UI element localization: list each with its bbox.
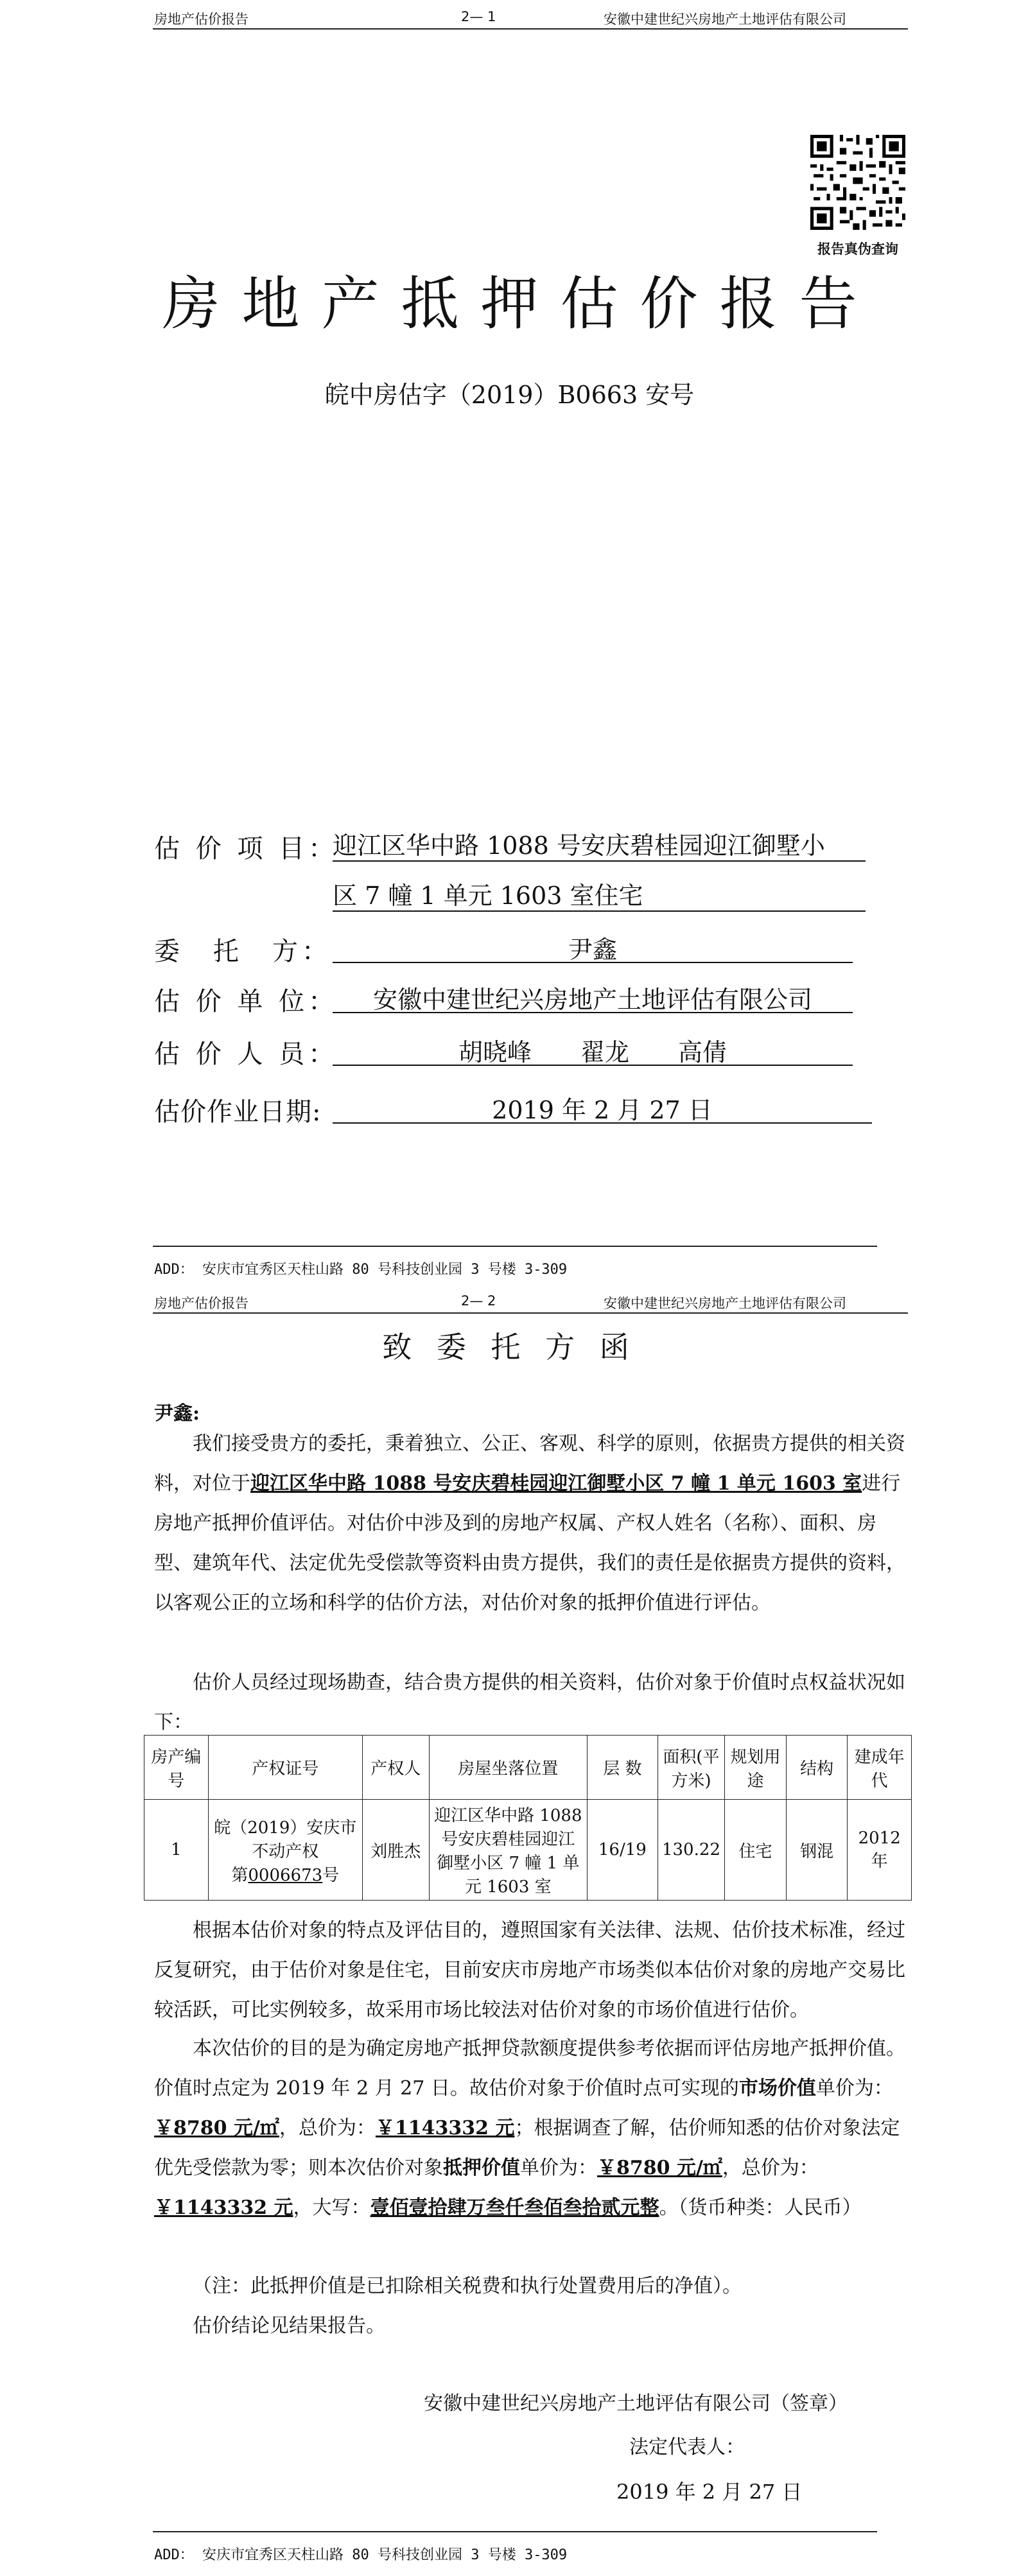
sign-company: 安徽中建世纪兴房地产土地评估有限公司（签章） — [424, 2392, 848, 2415]
th-location: 房屋坐落位置 — [429, 1736, 587, 1800]
page2-footer-rule — [153, 2531, 877, 2532]
page1-footer-rule — [153, 1246, 877, 1247]
page2-header-right: 安徽中建世纪兴房地产土地评估有限公司 — [604, 1296, 846, 1311]
field-label-appraisers: 估 价 人 员： — [154, 1040, 338, 1069]
th-use: 规划用途 — [725, 1736, 787, 1800]
paragraph-1 — [154, 1424, 907, 1623]
p4-text-b: 单价为： — [815, 2077, 893, 2100]
qr-caption: 报告真伪查询 — [817, 241, 898, 257]
p4-text-a: 本次估价的目的是为确定房地产抵押贷款额度提供参考依据而评估房地产抵押价值。价值时点定为 2019 年 2 月 27 日。故估价对象于价值时点可实现的 — [154, 2037, 905, 2100]
paragraph-3: 根据本估价对象的特点及评估目的，遵照国家有关法律、法规、估价技术标准，经过反复研究，由于估价对象是住宅，目前安庆市房地产市场类似本估价对象的房地产交易比较活跃，可比实例较多，故采用市场比较法对估价对象的市场价值进行估价。 — [154, 1919, 905, 2021]
page2-footer-address: ADD： 安庆市宜秀区天柱山路 80 号科技创业园 3 号楼 3-309 — [154, 2547, 568, 2563]
salutation: 尹鑫: — [154, 1402, 200, 1425]
p4-mortgage-total: ￥1143332 元 — [154, 2197, 293, 2219]
th-owner: 产权人 — [362, 1736, 429, 1800]
qr-code-icon — [810, 135, 905, 230]
td-cert-number: 0006673 — [248, 1865, 323, 1885]
field-value-appraisers: 胡晓峰 翟龙 高倩 — [333, 1032, 853, 1066]
td-cert-line2: 不动产权 — [252, 1841, 319, 1861]
page1-header-page: 2— 1 — [461, 9, 496, 24]
td-location: 迎江区华中路 1088 号安庆碧桂园迎江御墅小区 7 幢 1 单元 1603 室 — [429, 1800, 587, 1901]
td-cert-suffix: 号 — [322, 1865, 340, 1885]
table-header-row — [144, 1736, 912, 1800]
th-year: 建成年代 — [848, 1736, 912, 1800]
p4-mortgage-value-label: 抵押价值 — [443, 2157, 520, 2179]
field-label-unit: 估 价 单 位： — [154, 987, 338, 1016]
page1-footer-address: ADD： 安庆市宜秀区天柱山路 80 号科技创业园 3 号楼 3-309 — [154, 1262, 568, 1278]
p4-text-f: ，总价为： — [722, 2157, 819, 2179]
td-no: 1 — [144, 1800, 209, 1901]
th-area: 面积(平方米) — [658, 1736, 725, 1800]
p4-text-d: ；根据调查了解，估价师知悉的估价对象法定优先受偿款为零；则本次估价对象 — [154, 2117, 900, 2179]
p4-amount-in-words: 壹佰壹拾肆万叁仟叁佰叁拾贰元整 — [370, 2197, 659, 2219]
td-cert-line1: 皖（2019）安庆市 — [214, 1818, 357, 1838]
p4-market-unit-price: ￥8780 元/㎡ — [154, 2117, 279, 2139]
th-structure: 结构 — [786, 1736, 848, 1800]
page2-header-rule — [153, 1312, 908, 1314]
sign-date: 2019 年 2 月 27 日 — [616, 2480, 803, 2504]
field-value-date: 2019 年 2 月 27 日 — [333, 1090, 872, 1124]
p1-intro: 我们接受贵方的委托，秉着独立、公正、客观、科学的原则，依据贵方提供的相关资料，对位于 — [154, 1432, 905, 1495]
td-use: 住宅 — [725, 1800, 787, 1901]
report-title: 房地产抵押估价报告 — [162, 270, 879, 338]
letter-title: 致 委 托 方 函 — [382, 1330, 637, 1364]
report-number: 皖中房估字（2019）B0663 安号 — [324, 381, 695, 409]
td-cert-prefix: 第 — [231, 1865, 248, 1885]
field-label-project: 估 价 项 目： — [154, 834, 338, 864]
field-label-client: 委 托 方： — [154, 937, 331, 966]
field-value-project-line2: 区 7 幢 1 单元 1603 室住宅 — [333, 876, 866, 912]
field-value-unit: 安徽中建世纪兴房地产土地评估有限公司 — [333, 980, 853, 1013]
p4-text-c: ，总价为： — [279, 2117, 376, 2139]
td-floors: 16/19 — [588, 1800, 658, 1901]
p4-market-value-label: 市场价值 — [738, 2077, 816, 2100]
paragraph-2: 估价人员经过现场勘查，结合贵方提供的相关资料，估价对象于价值时点权益状况如下： — [154, 1671, 905, 1734]
td-area: 130.22 — [658, 1800, 725, 1901]
page1-header-rule — [153, 28, 908, 30]
p1-rest: 进行房地产抵押价值评估。对估价中涉及到的房地产权属、产权人姓名（名称）、面积、房型、建筑年代、法定优先受偿款等资料由贵方提供，我们的责任是依据贵方提供的资料，以客观公正的立场和科学的估价方法，对估价对象的抵押价值进行评估。 — [154, 1472, 905, 1614]
td-year: 2012 年 — [848, 1800, 912, 1901]
page2-header-page: 2— 2 — [461, 1293, 496, 1309]
td-owner: 刘胜杰 — [362, 1800, 429, 1901]
td-structure: 钢混 — [786, 1800, 848, 1901]
sign-representative: 法定代表人： — [629, 2436, 745, 2459]
p4-mortgage-unit-price: ￥8780 元/㎡ — [597, 2157, 722, 2179]
note: （注：此抵押价值是已扣除相关税费和执行处置费用后的净值）。 — [193, 2275, 742, 2297]
p4-text-h: 。（货币种类：人民币） — [659, 2197, 862, 2219]
th-floors: 层 数 — [588, 1736, 658, 1800]
paragraph-4 — [154, 2029, 907, 2228]
td-cert-line3 — [213, 1862, 358, 1886]
page1-header-right: 安徽中建世纪兴房地产土地评估有限公司 — [604, 12, 846, 27]
p1-property-address: 迎江区华中路 1088 号安庆碧桂园迎江御墅小区 7 幢 1 单元 1603 室 — [250, 1472, 862, 1495]
page1-header-left: 房地产估价报告 — [154, 12, 248, 27]
field-value-client: 尹鑫 — [333, 930, 853, 963]
table-row — [144, 1800, 912, 1901]
field-label-date: 估价作业日期: — [154, 1097, 322, 1127]
th-no: 房产编号 — [144, 1736, 209, 1800]
field-value-project-line1: 迎江区华中路 1088 号安庆碧桂园迎江御墅小 — [333, 826, 866, 862]
property-table — [144, 1735, 912, 1901]
p4-market-total: ￥1143332 元 — [375, 2117, 515, 2139]
conclusion: 估价结论见结果报告。 — [193, 2315, 385, 2337]
p4-text-e: 单价为： — [520, 2157, 597, 2179]
td-cert — [208, 1800, 362, 1901]
p4-text-g: ，大写： — [293, 2197, 370, 2219]
th-cert: 产权证号 — [208, 1736, 362, 1800]
page2-header-left: 房地产估价报告 — [154, 1296, 248, 1311]
